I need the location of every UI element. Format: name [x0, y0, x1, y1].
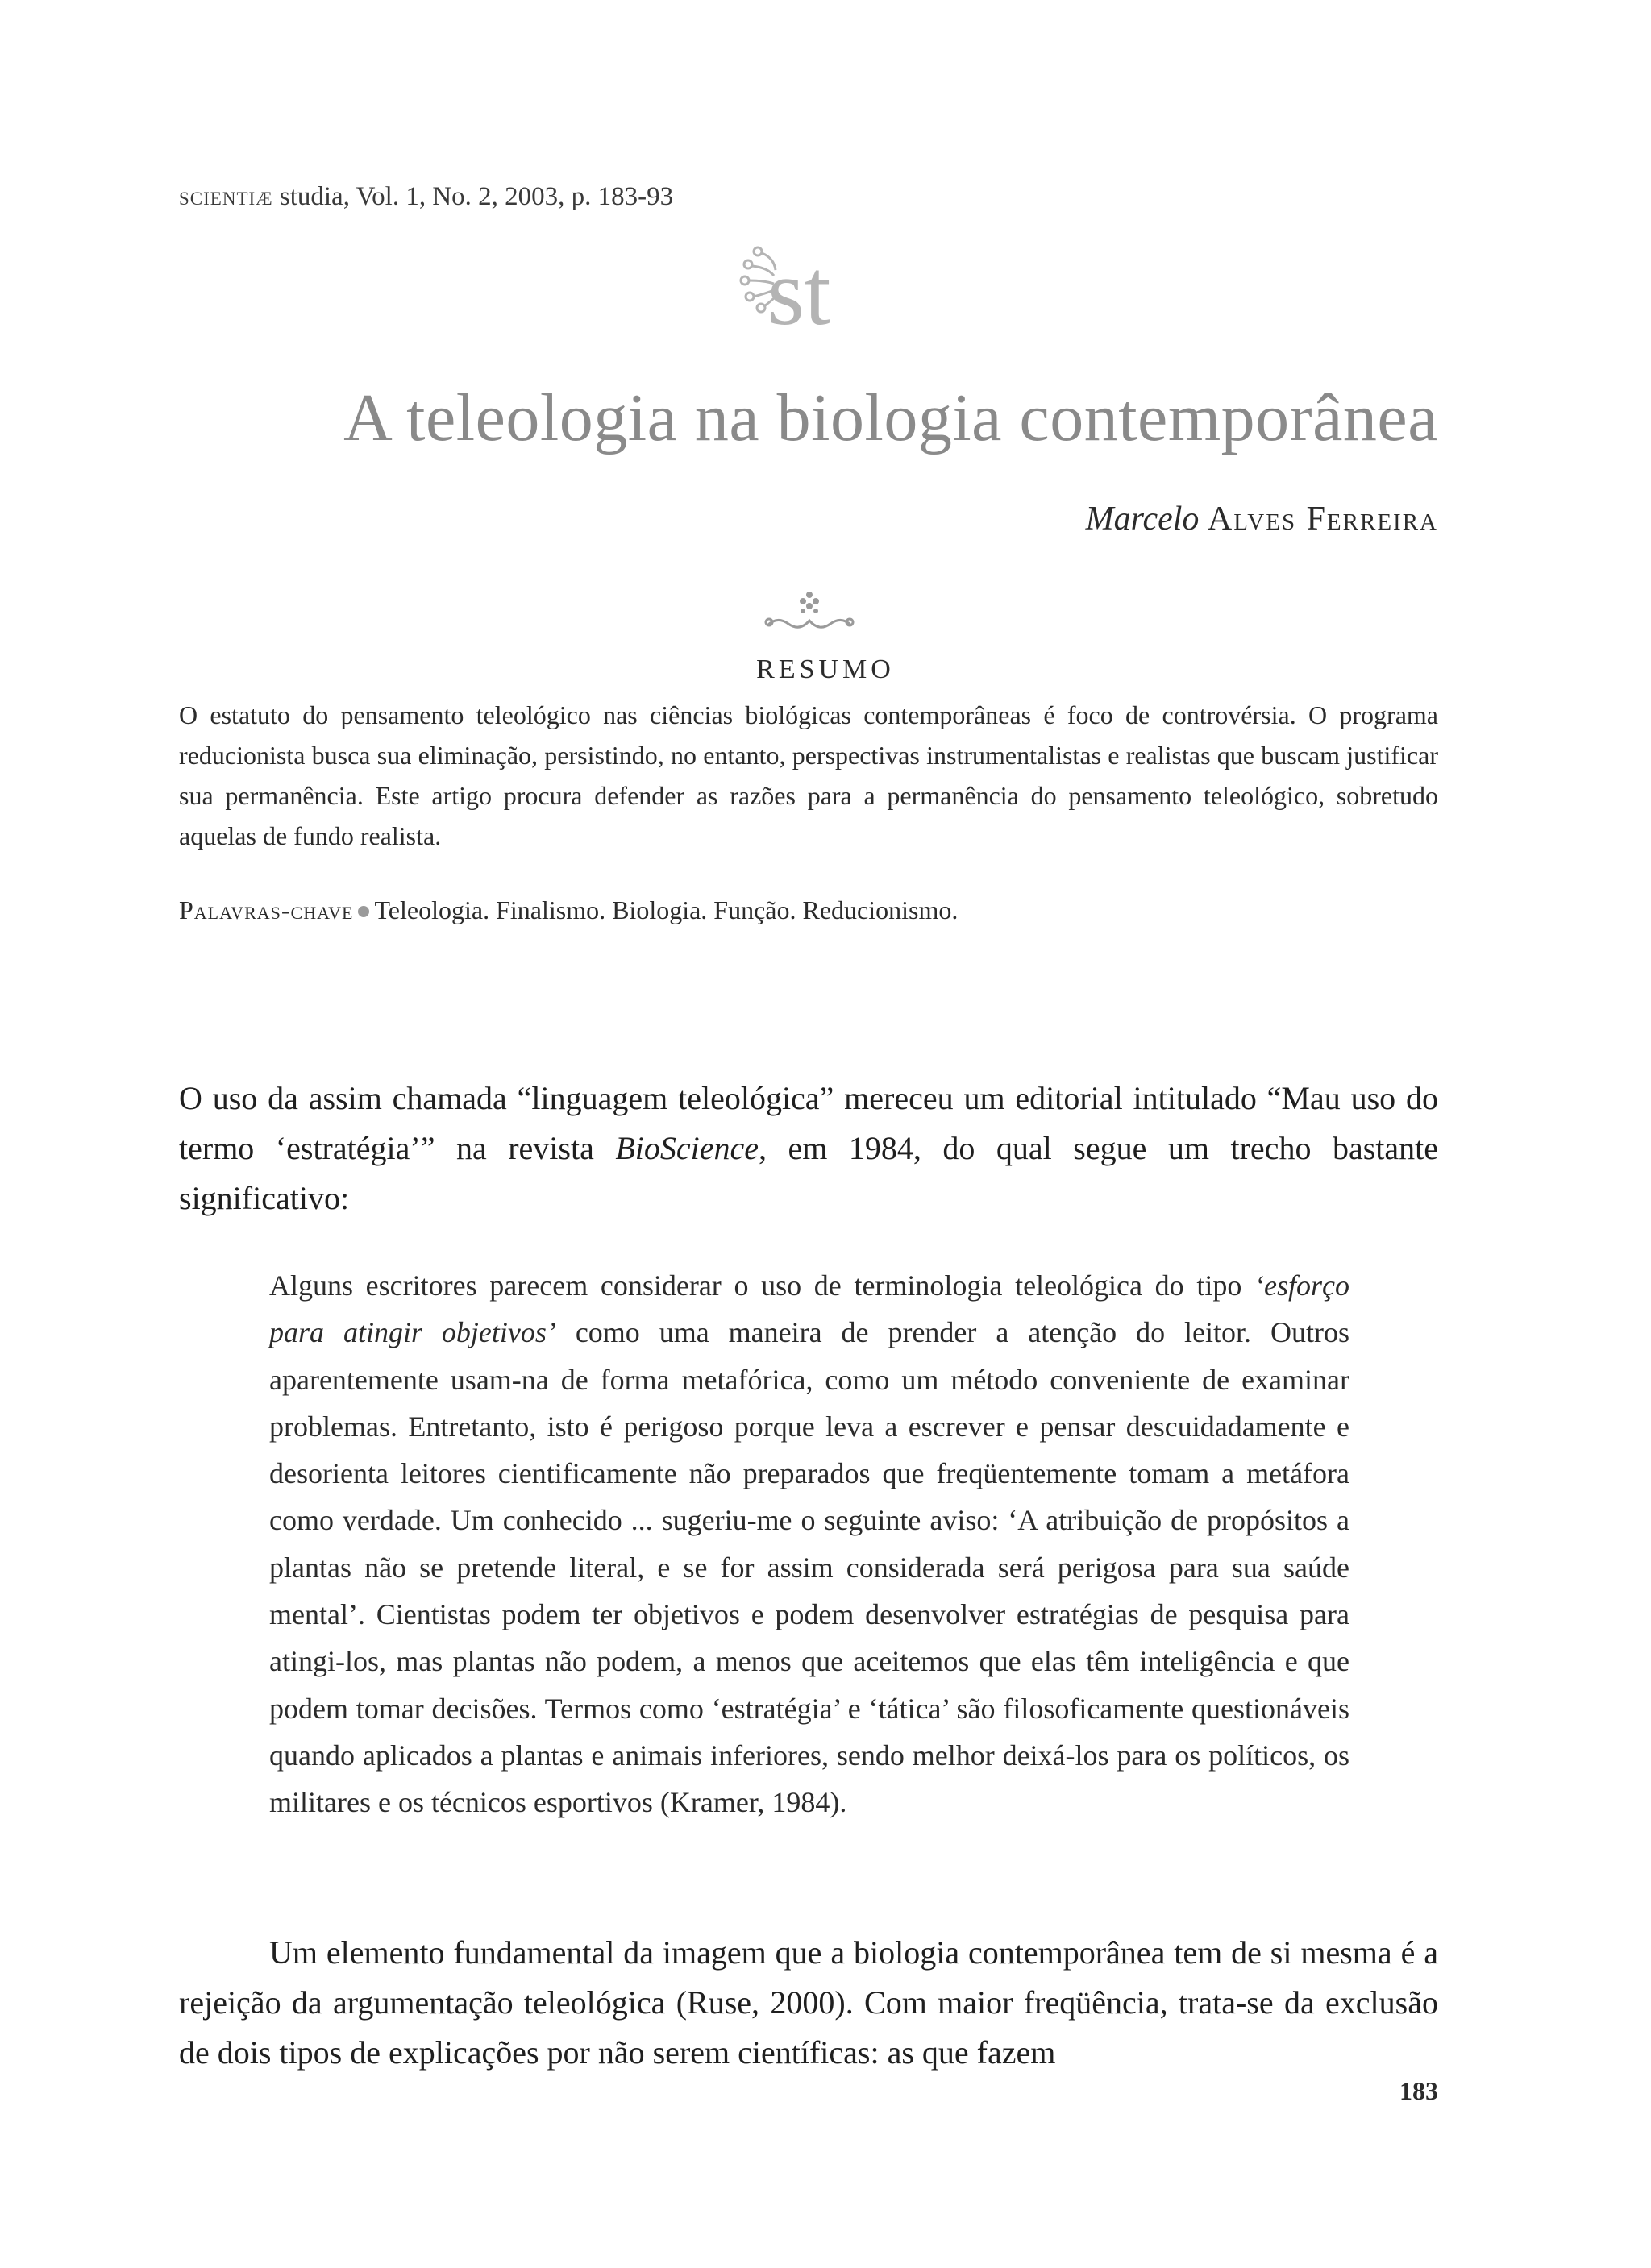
bullet-dot-icon [358, 906, 369, 917]
page-number: 183 [1399, 2076, 1438, 2105]
author-name [1086, 500, 1438, 538]
citation: , Vol. 1, No. 2, 2003, p. 183-93 [343, 182, 674, 211]
block-quote [269, 1262, 1349, 1826]
journal-italic: BioScience [615, 1130, 759, 1166]
logo-text: st [767, 239, 831, 339]
para1-text-b: , em 1984, do qual segue um trecho bastante significativo: [179, 1130, 1439, 1216]
article-title: A teleologia na biologia contemporânea [343, 380, 1438, 455]
body-paragraph-2: Um elemento fundamental da imagem que a biologia contemporânea tem de si mesma é a rejeição da argumentação teleológica (Ruse, 2000). Com maior freqüência, trata-se da exclusão de dois tipos de explicações por não serem científicas: as que fazem [179, 1934, 1438, 2071]
journal-name-part-2: studia [279, 182, 343, 211]
abstract-text: O estatuto do pensamento teleológico nas ciências biológicas contemporâneas é foco de controvérsia. O programa reducionista busca sua eliminação, persistindo, no entanto, perspectivas instrumentalistas e realistas que buscam justificar sua permanência. Este artigo procura defender as razões para a permanência do pensamento teleológico, sobretudo aquelas de fundo realista. [179, 700, 1438, 850]
flourish-ornament-icon [761, 587, 858, 638]
quote-text-b: como uma maneira de prender a atenção do leitor. Outros aparentemente usam-na de forma metafórica, como um método conveniente de examinar problemas. Entretanto, isto é perigoso porque leva a escrever e pensar descuidadamente e desorienta leitores cientificamente não preparados que freqüentemente tomam a metáfora como verdade. Um conhecido ... sugeriu-me o seguinte aviso: ‘A atribuição de propósitos a plantas não se pretende literal, e se for assim considerada será perigosa para sua saúde mental’. Cientistas podem ter objetivos e podem desenvolver estratégias de pesquisa para atingi-los, mas plantas não podem, a menos que aceitemos que elas têm inteligência e que podem tomar decisões. Termos como ‘estratégia’ e ‘tática’ são filosoficamente questionáveis quando aplicados a plantas e animais inferiores, sendo melhor deixá-los para os políticos, os militares e os técnicos esportivos (Kramer, 1984). [269, 1316, 1349, 1819]
para1-text-a: O uso da assim chamada “linguagem teleológica” mereceu um editorial intitulado “Mau uso do termo ‘estratégia’” na revista [179, 1080, 1438, 1166]
abstract-heading: RESUMO [756, 654, 895, 684]
author-family-name: Alves Ferreira [1207, 501, 1438, 538]
body-paragraph-1 [179, 1074, 1438, 1223]
quote-text-a: Alguns escritores parecem considerar o uso de terminologia teleológica do tipo [269, 1269, 1255, 1302]
author-given-name: Marcelo [1085, 501, 1200, 538]
journal-logo-icon [734, 234, 879, 339]
keywords-terms: Teleologia. Finalismo. Biologia. Função. Reducionismo. [374, 895, 959, 924]
quote-italic: ‘esforço para atingir objetivos’ [269, 1269, 1349, 1349]
keywords-label: Palavras-chave [179, 895, 354, 924]
journal-name-part-1: scientiæ [179, 182, 273, 211]
keywords-line [179, 890, 1438, 930]
running-head [179, 182, 673, 212]
